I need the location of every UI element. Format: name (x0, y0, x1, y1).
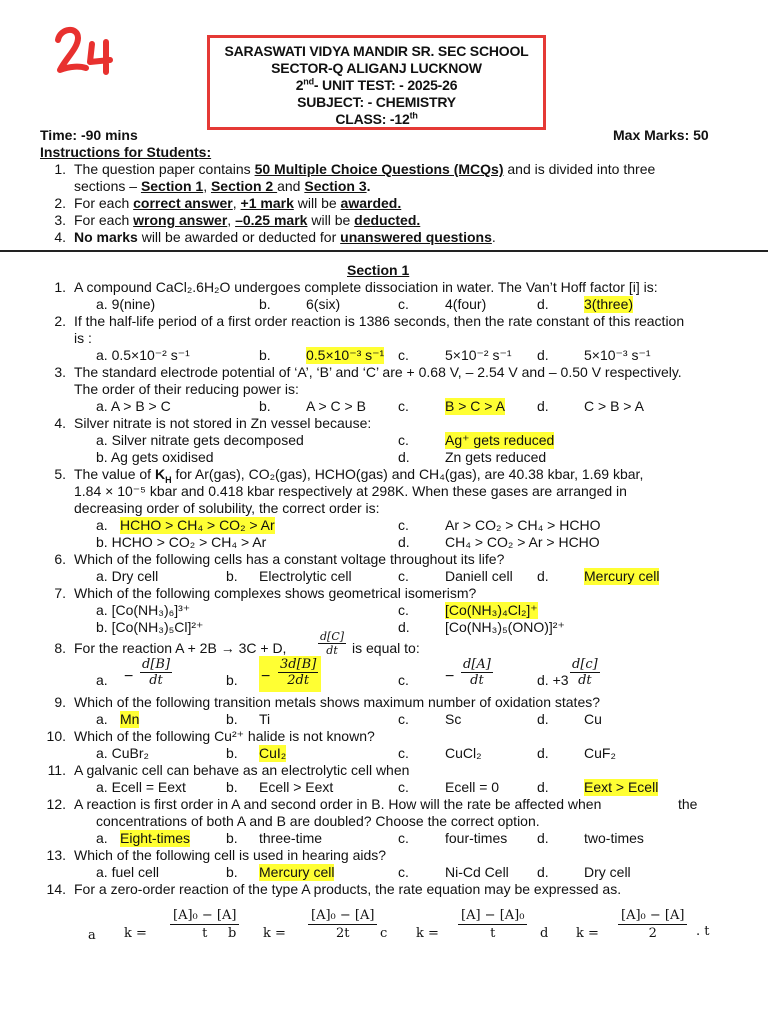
question-number: 2. (54, 313, 66, 329)
option-a: a. Silver nitrate gets decomposed (96, 432, 304, 448)
instruction-number: 4. (54, 229, 66, 245)
question-number: 14. (46, 881, 66, 897)
school-name: SARASWATI VIDYA MANDIR SR. SEC SCHOOL (224, 43, 529, 59)
option-c: c. (398, 347, 409, 363)
option-c-text: 4(four) (445, 296, 487, 312)
option-c: c. (398, 568, 409, 584)
option-d: d. (537, 296, 549, 312)
question-fraction: $\frac{d[C]}{dt}$ (320, 630, 345, 657)
question-number: 1. (54, 279, 66, 295)
option-c-text: 5×10⁻² s⁻¹ (445, 347, 512, 363)
instruction-4: No marks will be awarded or deducted for unanswered questions. (74, 229, 496, 245)
option-c: c. (398, 864, 409, 880)
question-number: 8. (54, 640, 66, 656)
option-a-text-answer: Mn (120, 711, 140, 727)
question-number: 6. (54, 551, 66, 567)
option-a: a. Dry cell (96, 568, 159, 584)
instruction-1-cont: sections – Section 1, Section 2 and Section 3. (74, 178, 371, 194)
minus-sign: − (261, 668, 271, 685)
rate-k: k = (416, 926, 439, 941)
option-d-text-answer: Mercury cell (584, 568, 660, 584)
option-c-text-answer: [Co(NH₃)₄Cl₂]⁺ (445, 602, 538, 618)
option-c-text: Ni-Cd Cell (445, 864, 509, 880)
subject: SUBJECT: - CHEMISTRY (297, 94, 456, 110)
option-c-text-answer: Ag⁺ gets reduced (445, 432, 555, 448)
question-text: For the reaction A + 2B → 3C + D, (74, 640, 287, 656)
option-d-text: Cu (584, 711, 602, 727)
question-text: Silver nitrate is not stored in Zn vessel because: (74, 415, 372, 431)
option-c: c. (398, 517, 409, 533)
option-a: a. fuel cell (96, 864, 160, 880)
option-b: b. (226, 745, 238, 761)
option-a: a. 0.5×10⁻² s⁻¹ (96, 347, 190, 363)
option-d-text-answer: 3(three) (584, 296, 634, 312)
rate-k: k = (263, 926, 286, 941)
question-text-end: the (678, 796, 698, 812)
school-address: SECTOR-Q ALIGANJ LUCKNOW (271, 60, 482, 76)
minus-sign: − (124, 668, 134, 685)
option-a: a. A > B > C (96, 398, 171, 414)
option-a-fraction: $\frac{d[B]}{dt}$ (142, 657, 171, 688)
option-c-fraction: $\frac{d[A]}{dt}$ (463, 657, 491, 688)
option-c-text: CuCl₂ (445, 745, 482, 761)
question-text-cont: 1.84 × 10⁻⁵ kbar and 0.418 kbar respectively at 298K. When these gases are arranged in (74, 483, 627, 499)
time-label: Time: -90 mins (40, 127, 138, 143)
option-c-text: Daniell cell (445, 568, 513, 584)
option-b: b. HCHO > CO₂ > CH₄ > Ar (96, 534, 267, 550)
option-b-text: three-time (259, 830, 323, 846)
question-text: If the half-life period of a first order reaction is 1386 seconds, then the rate constant of this reaction (74, 313, 685, 329)
question-number: 12. (46, 796, 66, 812)
option-c: c. (398, 745, 409, 761)
question-text: The standard electrode potential of ‘A’, ‘B’ and ‘C’ are + 0.68 V, – 2.54 V and – 0.50 V respectively. (74, 364, 682, 380)
option-a: a. CuBr₂ (96, 745, 149, 761)
option-a: a. 9(nine) (96, 296, 156, 312)
option-b-text: Ti (259, 711, 271, 727)
test-title: 2nd- UNIT TEST: - 2025-26 (295, 76, 458, 93)
option-a: a. [Co(NH₃)₆]³⁺ (96, 602, 191, 618)
option-d: d. (537, 864, 549, 880)
instruction-1: The question paper contains 50 Multiple Choice Questions (MCQs) and is divided into three (74, 161, 656, 177)
option-a: a. (96, 672, 108, 688)
school-header (207, 35, 546, 130)
option-c: c. (398, 830, 409, 846)
option-a-text-answer: HCHO > CH₄ > CO₂ > Ar (120, 517, 275, 533)
class: CLASS: -12th (335, 110, 418, 127)
option-b-text: A > C > B (306, 398, 366, 414)
option-d: d (540, 926, 549, 941)
question-text: A compound CaCl₂.6H₂O undergoes complete dissociation in water. The Van’t Hoff factor [i] is: (74, 279, 658, 295)
option-d-text: CuF₂ (584, 745, 616, 761)
option-b: b. (226, 864, 238, 880)
option-d: d. (537, 398, 549, 414)
option-d: d. (537, 745, 549, 761)
rate-k: k = (124, 926, 147, 941)
handwritten-score-mark (52, 22, 118, 76)
option-b: b (228, 926, 237, 941)
option-a: a (88, 928, 96, 943)
option-d-text: Dry cell (584, 864, 631, 880)
option-b-text: Ecell > Eext (259, 779, 334, 795)
option-d-fraction: [A]₀ − [A] 2 (618, 907, 687, 942)
option-d-text-answer: Eext > Ecell (584, 779, 659, 795)
option-d: d. (537, 779, 549, 795)
question-number: 4. (54, 415, 66, 431)
question-text: Which of the following complexes shows geometrical isomerism? (74, 585, 477, 601)
option-c-text: Ecell = 0 (445, 779, 500, 795)
option-c: c. (398, 296, 409, 312)
option-b: b. [Co(NH₃)₅Cl]²⁺ (96, 619, 204, 635)
option-b-fraction: [A]₀ − [A] 2t (308, 907, 377, 942)
instructions-heading: Instructions for Students: (40, 144, 212, 160)
option-b: b. Ag gets oxidised (96, 449, 214, 465)
option-d: d. (537, 568, 549, 584)
question-text: For a zero-order reaction of the type A products, the rate equation may be expressed as. (74, 881, 622, 897)
question-text-cont: is : (74, 330, 92, 346)
divider (0, 250, 768, 252)
option-d-text: 5×10⁻³ s⁻¹ (584, 347, 651, 363)
option-d: d. (398, 449, 410, 465)
option-d: d. (537, 830, 549, 846)
question-text: A reaction is first order in A and second order in B. How will the rate be affected when (74, 796, 602, 812)
option-d-fraction: $\frac{d[c]}{dt}$ (572, 657, 598, 688)
question-number: 13. (46, 847, 66, 863)
option-c: c. (398, 602, 409, 618)
option-b: b. (259, 296, 271, 312)
option-a-text-answer: Eight-times (120, 830, 191, 846)
option-d: d. (537, 347, 549, 363)
option-b-text: Electrolytic cell (259, 568, 352, 584)
question-text: Which of the following cells has a constant voltage throughout its life? (74, 551, 505, 567)
question-text: Which of the following cell is used in hearing aids? (74, 847, 387, 863)
option-b: b. (226, 568, 238, 584)
option-b: b. (259, 398, 271, 414)
option-d: d. +3 (537, 672, 569, 688)
instruction-number: 3. (54, 212, 66, 228)
question-number: 11. (47, 762, 66, 778)
instruction-number: 1. (54, 161, 66, 177)
option-b-fraction-answer: $\frac{3d[B]}{2dt}$ (280, 657, 317, 688)
question-number: 7. (54, 585, 66, 601)
option-b: b. (226, 672, 238, 688)
question-text: Which of the following Cu²⁺ halide is not known? (74, 728, 375, 744)
option-a: a. (96, 830, 108, 846)
question-number: 9. (54, 694, 66, 710)
instruction-2: For each correct answer, +1 mark will be awarded. (74, 195, 402, 211)
option-a-fraction: [A]₀ − [A] t (170, 907, 239, 942)
option-c: c (380, 926, 388, 941)
question-number: 5. (54, 466, 66, 482)
option-b-text-answer: CuI₂ (259, 745, 287, 761)
option-d-text: two-times (584, 830, 644, 846)
option-c: c. (398, 779, 409, 795)
question-text: The value of $K_H$ for Ar(gas), CO₂(gas), HCHO(gas) and CH₄(gas), are 40.38 kbar, 1.69 kbar, (74, 466, 644, 485)
question-text: Which of the following transition metals shows maximum number of oxidation states? (74, 694, 601, 710)
option-c-text-answer: B > C > A (445, 398, 505, 414)
instruction-3: For each wrong answer, –0.25 mark will be deducted. (74, 212, 421, 228)
option-d-text: C > B > A (584, 398, 644, 414)
option-b: b. (259, 347, 271, 363)
option-c: c. (398, 672, 409, 688)
section-title: Section 1 (347, 262, 410, 278)
option-b-text-answer: 0.5×10⁻³ s⁻¹ (306, 347, 385, 363)
option-c-text: four-times (445, 830, 508, 846)
question-text: A galvanic cell can behave as an electrolytic cell when (74, 762, 410, 778)
option-c-text: Ar > CO₂ > CH₄ > HCHO (445, 517, 601, 533)
instruction-number: 2. (54, 195, 66, 211)
option-b-text-answer: Mercury cell (259, 864, 335, 880)
question-text-cont: concentrations of both A and B are doubled? Choose the correct option. (96, 813, 540, 829)
option-d-text: [Co(NH₃)₅(ONO)]²⁺ (445, 619, 565, 635)
minus-sign: − (445, 668, 455, 685)
option-b: b. (226, 779, 238, 795)
option-b-text: 6(six) (306, 296, 341, 312)
option-b: b. (226, 711, 238, 727)
option-d: d. (398, 619, 410, 635)
rate-k: k = (576, 926, 599, 941)
question-text-cont: The order of their reducing power is: (74, 381, 299, 397)
times-t: . t (696, 924, 710, 939)
option-c: c. (398, 711, 409, 727)
option-d-text: CH₄ > CO₂ > Ar > HCHO (445, 534, 600, 550)
question-text-cont: decreasing order of solubility, the correct order is: (74, 500, 380, 516)
option-a: a. Ecell = Eext (96, 779, 186, 795)
option-a: a. (96, 711, 108, 727)
option-b: b. (226, 830, 238, 846)
option-d: d. (398, 534, 410, 550)
option-c-text: Sc (445, 711, 462, 727)
question-number: 3. (54, 364, 66, 380)
max-marks-label: Max Marks: 50 (613, 127, 709, 143)
option-a: a. (96, 517, 108, 533)
question-number: 10. (46, 728, 66, 744)
option-c: c. (398, 398, 409, 414)
option-c-fraction: [A] − [A]₀ t (458, 907, 527, 942)
option-c: c. (398, 432, 409, 448)
option-d-text: Zn gets reduced (445, 449, 547, 465)
option-d: d. (537, 711, 549, 727)
question-text-cont: is equal to: (352, 640, 420, 656)
